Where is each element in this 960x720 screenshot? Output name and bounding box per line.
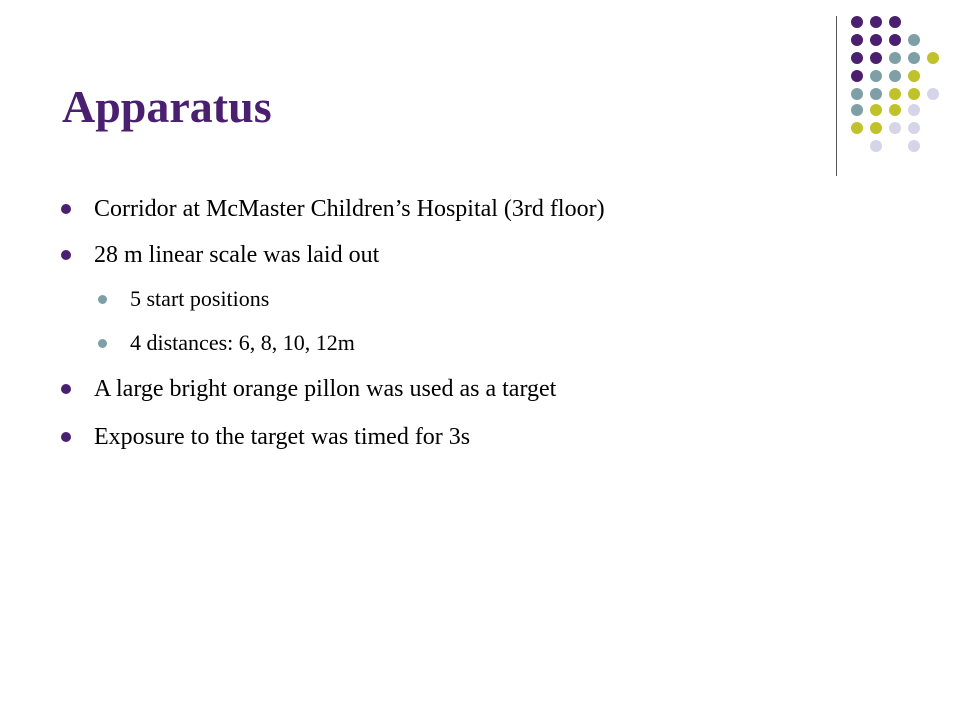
- bullet-dot-icon: [61, 384, 71, 394]
- decor-dot: [908, 70, 920, 82]
- bullet-text: Exposure to the target was timed for 3s: [94, 424, 471, 450]
- bullet-text: Corridor at McMaster Children’s Hospital (3rd floor): [94, 196, 605, 222]
- sub-bullet-dot-icon: [98, 295, 107, 304]
- bullet-dot-icon: [61, 204, 71, 214]
- sub-bullet-text: 5 start positions: [130, 286, 270, 311]
- decor-dot: [851, 122, 863, 134]
- decor-dot: [908, 52, 920, 64]
- slide-title: Apparatus: [62, 81, 272, 132]
- decor-dot: [851, 70, 863, 82]
- decor-dot: [927, 88, 939, 100]
- decor-dot: [870, 70, 882, 82]
- decor-dot: [889, 88, 901, 100]
- decor-dot: [889, 16, 901, 28]
- sub-bullet-item: [130, 284, 269, 314]
- decor-dot: [870, 16, 882, 28]
- decor-dot: [889, 70, 901, 82]
- decor-dot: [889, 52, 901, 64]
- bullet-text: A large bright orange pillon was used as a target: [94, 376, 557, 402]
- bullet-dot-icon: [61, 250, 71, 260]
- decor-dot: [870, 88, 882, 100]
- bullet-item: [94, 194, 605, 224]
- bullet-item: [94, 422, 470, 452]
- decor-dot: [851, 16, 863, 28]
- sub-bullet-dot-icon: [98, 339, 107, 348]
- decor-dot: [870, 104, 882, 116]
- decor-dot: [908, 104, 920, 116]
- decor-dot: [870, 140, 882, 152]
- decor-dot: [851, 104, 863, 116]
- sub-bullet-text: 4 distances: 6, 8, 10, 12m: [130, 330, 355, 355]
- bullet-dot-icon: [61, 432, 71, 442]
- decor-dot: [889, 122, 901, 134]
- decor-dot: [870, 122, 882, 134]
- decor-dot: [851, 52, 863, 64]
- decor-dot: [908, 34, 920, 46]
- bullet-item: [94, 374, 556, 404]
- decor-dot: [851, 88, 863, 100]
- decor-dot: [908, 122, 920, 134]
- sub-bullet-item: [130, 328, 355, 358]
- bullet-item: [94, 240, 379, 270]
- decor-dot: [927, 52, 939, 64]
- decor-dot: [889, 104, 901, 116]
- decor-dot: [908, 88, 920, 100]
- decor-dot: [908, 140, 920, 152]
- decor-dot: [870, 34, 882, 46]
- decor-dot: [889, 34, 901, 46]
- bullet-text: 28 m linear scale was laid out: [94, 242, 380, 268]
- decor-dot: [851, 34, 863, 46]
- decor-dot: [870, 52, 882, 64]
